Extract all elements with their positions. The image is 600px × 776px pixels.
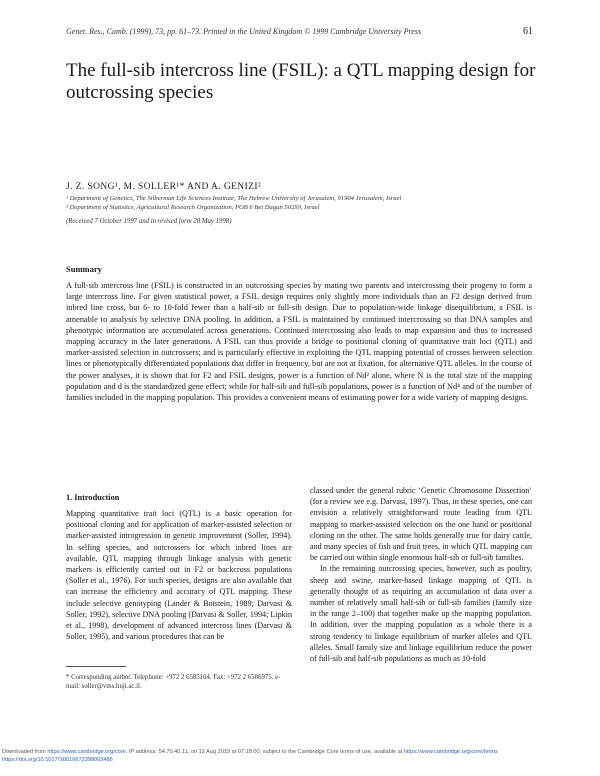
received-dates: (Received 7 October 1997 and in revised form 28 May 1998)	[66, 218, 232, 225]
article-title: The full-sib intercross line (FSIL): a QTL mapping design for outcrossing species	[66, 60, 536, 103]
affiliation-2: ² Department of Statistics, Agricultural Research Organization, POB 6 Bet Dagan 50250, Israel	[66, 204, 320, 211]
summary-heading: Summary	[66, 264, 102, 274]
introduction-heading: 1. Introduction	[66, 493, 120, 502]
footer-middle: . IP address: 54.70.40.11, on 12 Aug 2019 at 07:18:00, subject to the Cambridge Core terms of use, available at	[125, 749, 404, 755]
running-header-citation: Genet. Res., Camb. (1999), 73, pp. 61–73. Printed in the United Kingdom © 1999 Cambridge University Press	[66, 27, 422, 36]
author-list: J. Z. SONG¹, M. SOLLER¹* AND A. GENIZI²	[66, 182, 262, 192]
footer-prefix: Downloaded from	[2, 749, 48, 755]
footnote-rule	[66, 666, 126, 667]
footer-core-link[interactable]: https://www.cambridge.org/core	[47, 749, 126, 755]
right-paragraph-1: classed under the general rubric ‘Genetic Chromosome Dissection’ (for a review see e.g. Darvasi, 1997). Thus, in these species, one can envision a relatively straightforward route leading from QTL mapping to marker-assisted selection on the one hand or positional cloning on the other. The same holds generally true for dairy cattle, and many species of fish and fruit trees, in which QTL mapping can be carried out within single enormous half-sib or full-sib families.	[310, 486, 532, 563]
summary-text: A full-sib intercross line (FSIL) is constructed in an outcrossing species by mating two parents and intercrossing their progeny to form a large intercross line. For given statistical power, a FSIL design requires only slightly more individuals than an F2 design derived from inbred line cross, but 6- to 10-fold fewer than a half-sib or full-sib design. Due to population-wide linkage disequilibrium, a FSIL is amenable to analysis by selective DNA pooling. In addition, a FSIL is maintained by continued intercrossing so that DNA samples and phenotypic information are accumulated across generations. Continued intercrossing also leads to map expansion and thus to increased mapping accuracy in the later generations. A FSIL can thus provide a bridge to positional cloning of quantitative trait loci (QTL) and marker-assisted selection in outcrossers; and is particularly effective in exploiting the QTL mapping potential of crosses between selection lines or phenotypically differentiated populations that differ in frequency, but are not at fixation, for alternative QTL alleles. In the course of the power analyses, it is shown that for F2 and FSIL designs, power is a function of Nd² alone, where N is the total size of the mapping population and d is the standardized gene effect; while for half-sib and full-sib populations, power is a function of Nd⁴ and of the number of families included in the mapping population. This provides a convenient means of estimating power for a wide variety of mapping designs.	[66, 281, 532, 403]
footer-terms-link[interactable]: https://www.cambridge.org/core/terms	[403, 749, 498, 755]
footer-doi-link[interactable]: https://doi.org/10.1017/S0016672398003486	[2, 757, 113, 763]
introduction-right-column	[310, 485, 532, 664]
right-paragraph-2: In the remaining outcrossing species, however, such as poultry, sheep and swine, marker-based linkage mapping of QTL is generally thought of as requiring an accumulation of data over a number of relatively small half-sib or full-sib families (family size in the range 2–100) that together make up the mapping population. In addition, over the mapping population as a whole there is a strong tendency to linkage equilibrium of marker alleles and QTL alleles. Small family size and linkage equilibrium reduce the power of full-sib and half-sib populations as much as 10-fold	[310, 564, 532, 664]
page-number: 61	[523, 26, 533, 37]
affiliation-1: ¹ Department of Genetics, The Silberman Life Sciences Institute, The Hebrew University of Jerusalem, 91904 Jerusalem, Israel	[66, 195, 402, 202]
corresponding-author-footnote: * Corresponding author. Telephone: +972 2 6585104. Fax: +972 2 6586975. e-mail: soller@vms.huji.ac.il.	[66, 674, 281, 690]
introduction-left-column: Mapping quantitative trait loci (QTL) is a basic operation for positional cloning and for application of marker-assisted selection or marker-assisted introgression in genetic improvement (Soller, 1994). In selfing species, and outcrossers for which inbred lines are available, QTL mapping through linkage analysis with genetic markers is efficiently carried out in F2 or backcross populations (Soller et al., 1976). For such species, designs are also available that can increase the efficiency and accuracy of QTL mapping. These include selective genotyping (Lander & Botstein, 1989; Darvasi & Soller, 1992), selective DNA pooling (Darvasi & Soller, 1994; Lipkin et al., 1998), development of advanced intercross lines (Darvasi & Soller, 1995), and various procedures that can be	[66, 509, 292, 642]
download-footer	[0, 748, 600, 764]
